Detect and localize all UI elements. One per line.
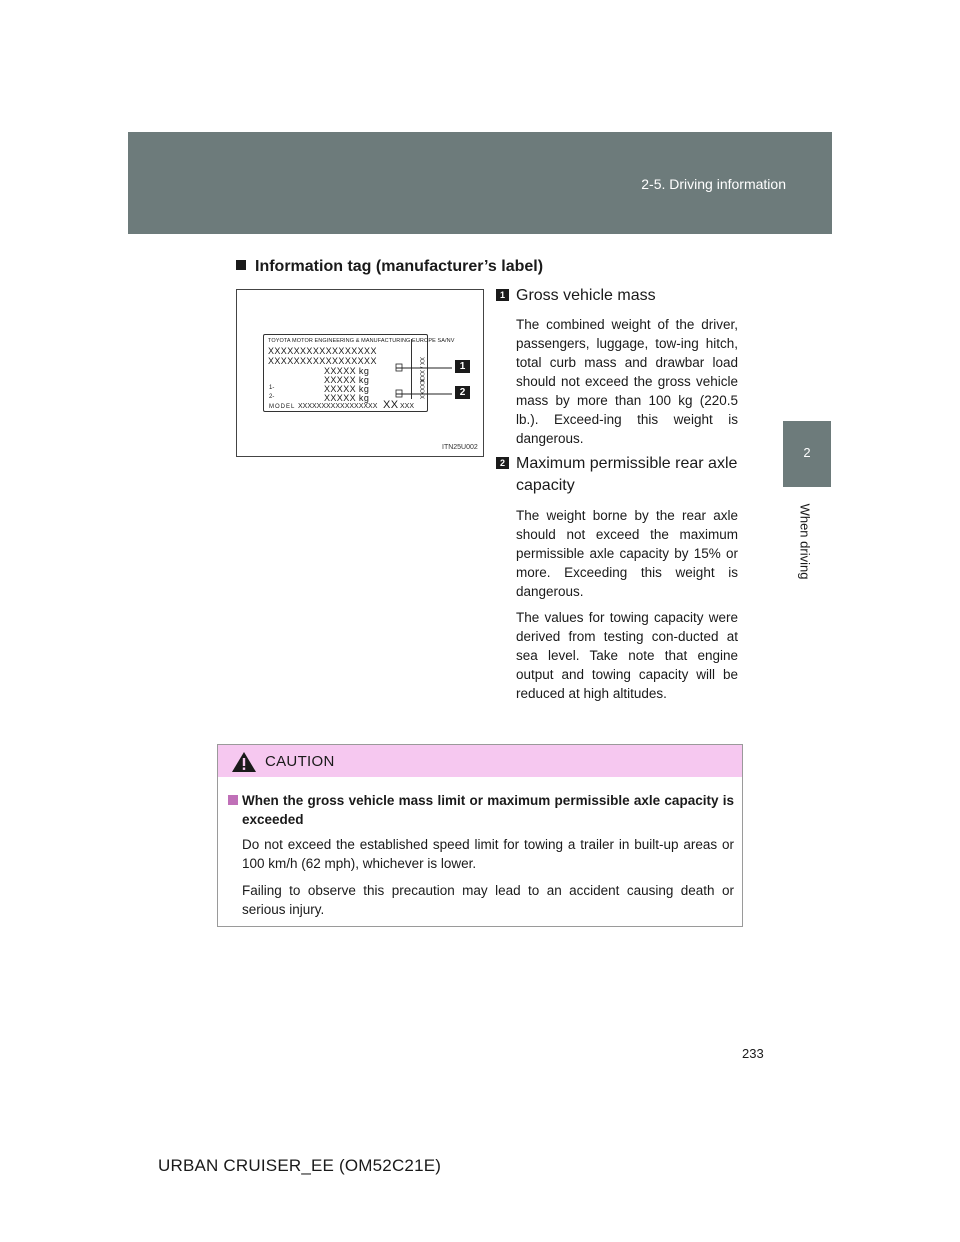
item-note: The values for towing capacity were derived from testing con-ducted at sea level. Take note that engine output and towing capacity will be reduced at high altitudes. xyxy=(516,610,738,701)
item-title-gross-vehicle-mass xyxy=(496,285,738,307)
caution-subheading xyxy=(228,791,734,829)
warning-triangle-icon xyxy=(231,751,257,773)
caution-title: CAUTION xyxy=(265,753,335,770)
callout-leader-lines xyxy=(237,290,485,458)
label-kg-line: XXXXX kg xyxy=(324,375,370,385)
label-figure xyxy=(236,289,484,457)
item-description: The combined weight of the driver, passengers, luggage, tow-ing hitch, total curb mass and drawbar load should not exceed the gross vehicle mass by more than 100 kg (220.5 lb.). Exceed-ing this weight is dangerous. xyxy=(516,317,738,446)
callout-number-1: 1 xyxy=(455,360,470,373)
caution-box xyxy=(217,744,743,927)
section-title: 2-5. Driving information xyxy=(641,176,786,192)
section-heading-text: Information tag (manufacturer’s label) xyxy=(255,258,544,275)
label-kg-line: XXXXX kg xyxy=(324,384,370,394)
label-model-caption: MODEL xyxy=(269,404,296,410)
label-line: XXXXXXXXXXXXXXXXX xyxy=(268,356,377,366)
label-model-end: XXX xyxy=(400,403,415,410)
chapter-side-tab xyxy=(783,421,831,487)
chapter-header-bar xyxy=(128,132,832,234)
page-number: 233 xyxy=(742,1046,764,1061)
label-axle: 2- xyxy=(269,394,275,400)
label-axle: 1- xyxy=(269,385,275,391)
square-bullet-icon xyxy=(228,795,238,805)
label-kg-line: XXXXX kg xyxy=(324,366,370,376)
item-number-badge: 2 xyxy=(496,457,509,469)
label-line: XXXXXXXXXXXXXXXXX xyxy=(268,346,377,356)
item-number-badge: 1 xyxy=(496,289,509,301)
caution-header xyxy=(218,745,742,777)
item-title-text: Gross vehicle mass xyxy=(516,287,656,304)
item-title-rear-axle-capacity xyxy=(496,453,738,497)
caution-subheading-text: When the gross vehicle mass limit or maximum permissible axle capacity is exceeded xyxy=(242,793,734,827)
chapter-label: When driving xyxy=(797,503,813,580)
label-kg-line: XXXXX kg xyxy=(324,393,370,403)
footer-model-code: URBAN CRUISER_EE (OM52C21E) xyxy=(158,1156,442,1175)
section-heading xyxy=(236,258,543,276)
callout-number-2: 2 xyxy=(455,386,470,399)
chapter-number: 2 xyxy=(803,445,811,460)
square-bullet-icon xyxy=(236,260,246,270)
label-manufacturer: TOYOTA MOTOR ENGINEERING & MANUFACTURING EUROPE SA/NV xyxy=(268,338,455,344)
label-vertical-text: XX / XXX xyxy=(418,357,424,383)
item-title-text: Maximum permissible rear axle capacity xyxy=(516,455,738,494)
label-vertical-text: XXXXX xyxy=(418,379,424,400)
item-description: The weight borne by the rear axle should not exceed the maximum permissible axle capacity by 15% or more. Exceeding this weight is dangerous. xyxy=(516,508,738,599)
label-model-value: XXXXXXXXXXXXXXXXX xyxy=(298,403,378,410)
figure-code: ITN25U002 xyxy=(442,444,478,451)
caution-paragraph: Failing to observe this precaution may lead to an accident causing death or serious injury. xyxy=(242,883,734,917)
label-model-big: XX xyxy=(383,399,399,411)
caution-paragraph: Do not exceed the established speed limit for towing a trailer in built-up areas or 100 km/h (62 mph), whichever is lower. xyxy=(242,837,734,871)
